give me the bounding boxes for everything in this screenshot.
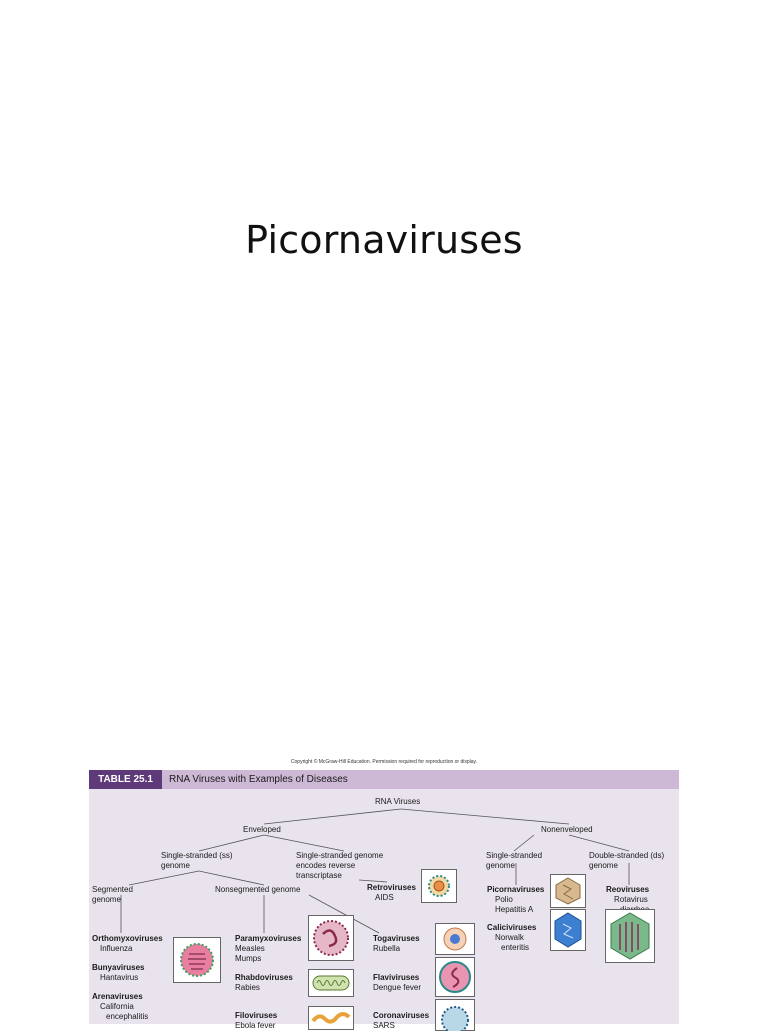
family-example: Dengue fever [373,983,422,992]
node-reverse-transcriptase [296,851,383,881]
node-ds-line1: Double-stranded (ds) [589,851,665,860]
family-name: Paramyxoviruses [235,934,302,943]
node-double-stranded [589,851,664,871]
node-rna-viruses: RNA Viruses [375,797,421,806]
calicivirus-icon [550,909,586,951]
family-example: Hantavirus [100,973,139,982]
family-coronaviruses [373,1011,429,1031]
family-name: Togaviruses [373,934,420,943]
family-paramyxoviruses [235,934,301,964]
node-ds-line2: genome [589,861,618,870]
family-name: Flaviviruses [373,973,420,982]
node-segmented-line1: Segmented [92,885,133,894]
filovirus-icon [308,1006,354,1030]
family-example: Measles [235,944,265,953]
family-example: encephalitis [106,1012,149,1021]
family-name: Bunyaviruses [92,963,145,972]
family-name: Filoviruses [235,1011,278,1020]
family-name: Coronaviruses [373,1011,430,1020]
flavivirus-icon [435,957,475,997]
family-retroviruses [367,883,416,903]
node-rt-line2: encodes reverse [296,861,356,870]
node-rt-line1: Single-stranded genome [296,851,384,860]
node-nonenv-ss-line2: genome [486,861,515,870]
reovirus-icon [605,909,655,963]
family-example: Ebola fever [235,1021,276,1030]
togavirus-icon [435,923,475,955]
family-name: Orthomyxoviruses [92,934,163,943]
table-title: RNA Viruses with Examples of Diseases [169,774,348,785]
node-ss-genome-line2: genome [161,861,190,870]
table-label: TABLE 25.1 [89,770,162,789]
family-example: AIDS [375,893,394,902]
rhabdovirus-icon [308,969,354,997]
node-nonenveloped-ss [486,851,542,871]
orthomyxovirus-icon [173,937,221,983]
family-example: Norwalk [495,933,524,942]
paramyxovirus-icon [308,915,354,961]
family-example: Mumps [235,954,262,963]
family-name: Caliciviruses [487,923,537,932]
node-segmented [92,885,133,905]
family-example: Rotavirus [614,895,648,904]
family-example: Influenza [100,944,133,953]
node-rt-line3: transcriptase [296,871,342,880]
family-example: SARS [373,1021,395,1030]
rna-virus-table [89,770,679,1030]
family-orthomyxoviruses [92,934,163,954]
family-picornaviruses [487,885,544,915]
family-filoviruses [235,1011,277,1031]
picornavirus-icon [550,874,586,908]
node-nonenv-ss-line1: Single-stranded [486,851,543,860]
copyright-notice: Copyright © McGraw-Hill Education. Permission required for reproduction or display. [290,759,478,765]
retrovirus-icon [421,869,457,903]
family-name: Rhabdoviruses [235,973,293,982]
family-rhabdoviruses [235,973,293,993]
node-ss-genome [161,851,233,871]
family-name: Retroviruses [367,883,416,892]
family-togaviruses [373,934,420,954]
node-nonsegmented: Nonsegmented genome [215,885,301,894]
family-arenaviruses [92,992,148,1022]
family-example: enteritis [501,943,530,952]
node-nonenveloped: Nonenveloped [541,825,593,834]
family-example: Rubella [373,944,401,953]
node-ss-genome-line1: Single-stranded (ss) [161,851,233,860]
coronavirus-icon [435,999,475,1031]
family-example: Hepatitis A [495,905,534,914]
family-example: Polio [495,895,513,904]
family-example: California [100,1002,134,1011]
family-name: Arenaviruses [92,992,143,1001]
family-caliciviruses [487,923,536,953]
slide-title: Picornaviruses [245,218,523,262]
family-flaviviruses [373,973,421,993]
family-example: Rabies [235,983,260,992]
node-segmented-line2: genome [92,895,121,904]
family-name: Picornaviruses [487,885,545,894]
family-name: Reoviruses [606,885,650,894]
node-enveloped: Enveloped [243,825,281,834]
family-bunyaviruses [92,963,144,983]
